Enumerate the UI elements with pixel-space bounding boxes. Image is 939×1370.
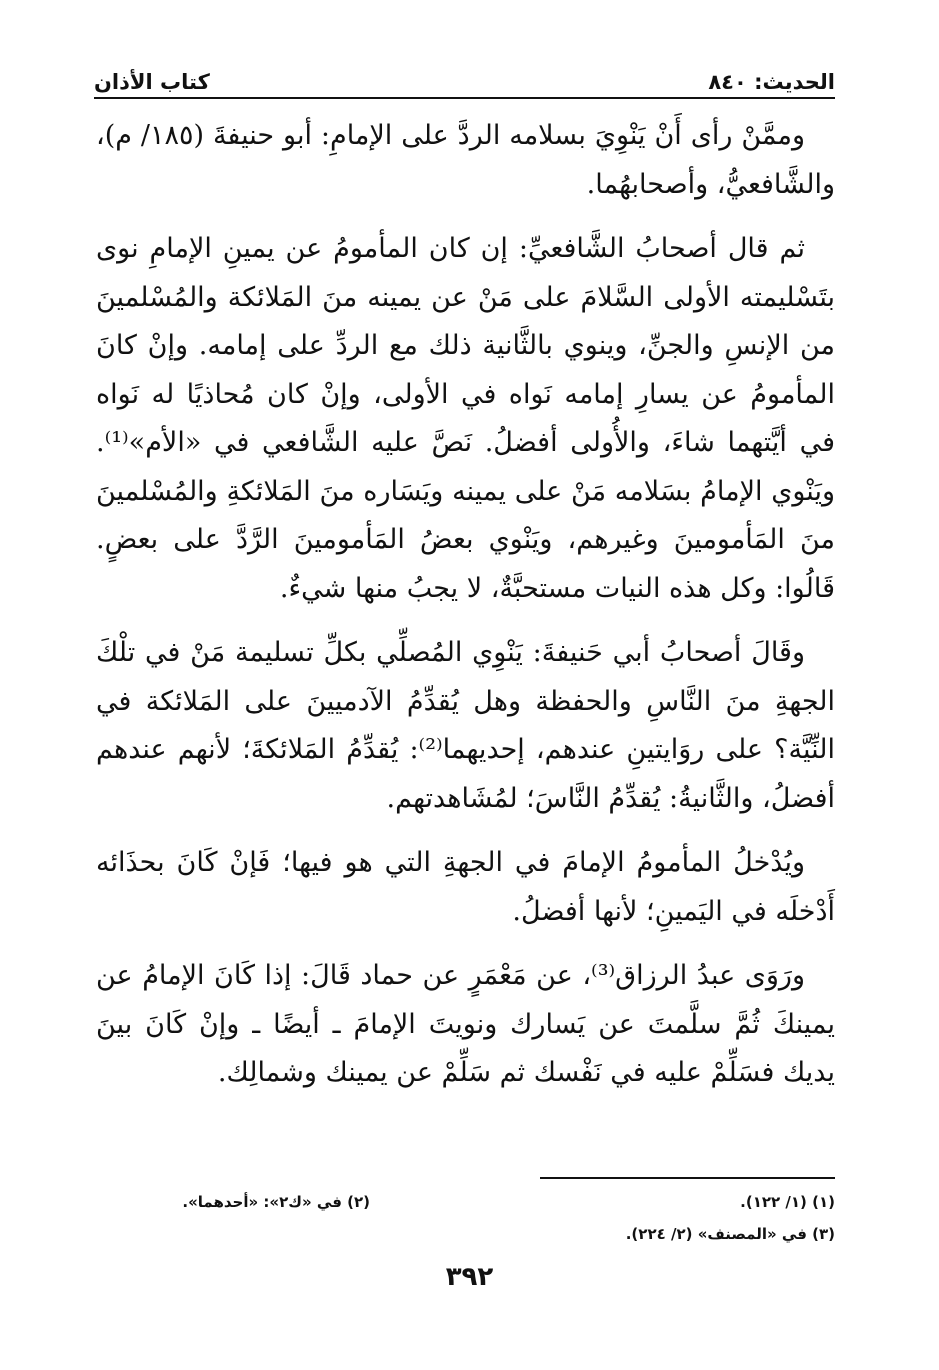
header-rule [94, 97, 835, 99]
footnotes [380, 1186, 835, 1250]
paragraph: ويُدْخلُ المأمومُ الإمامَ في الجهةِ التي هو فيها؛ فَإنْ كَانَ بحذَائه أَدْخلَه في اليَمينِ؛ لأنها أفضلُ. [96, 847, 835, 927]
paragraph: وممَّنْ رأى أَنْ يَنْوِيَ بسلامه الردَّ على الإمامِ: أبو حنيفةَ (١٨٥/ م)، والشَّافعيُّ، وأصحابهُما. [96, 120, 835, 200]
paragraph: وقَالَ أصحابُ أبي حَنيفةَ: يَنْوِي المُصلِّي بكلِّ تسليمة مَنْ في تلْكَ الجهةِ منَ النَّاسِ والحفظة وهل يُقدِّمُ الآدميينَ على المَلائكة في النِّيَّة؟ على روَايتينِ عندهم، إحديهما⁽²⁾: يُقدِّمُ المَلائكةَ؛ لأنهم عندهم أفضلُ، والثَّانيةُ: يُقدِّمُ النَّاسَ؛ لمُشَاهدتهم. [96, 637, 835, 814]
main-text [96, 112, 835, 1114]
paragraph: ثم قال أصحابُ الشَّافعيِّ: إن كان المأمومُ عن يمينِ الإمامِ نوى بتَسْليمته الأولى السَّلامَ على مَنْ عن يمينه منَ المَلائكة والمُسْلمينَ من الإنسِ والجنِّ، وينوي بالثَّانية ذلك مع الردِّ على إمامه. وإنْ كانَ المأمومُ عن يسارِ إمامه نَواه في الأولى، وإنْ كان مُحاذيًا له نَواه في أيَّتهما شاءَ، والأُولى أفضلُ. نَصَّ عليه الشَّافعي في «الأم»⁽¹⁾. ويَنْوي الإمامُ بسَلامه مَنْ على يمينه ويَسَاره منَ المَلائكةِ والمُسْلمينَ منَ المَأمومينَ وغيرهم، ويَنْوي بعضُ المَأمومينَ الرَّدَّ على بعضٍ. قَالُوا: وكل هذه النيات مستحبَّةٌ، لا يجبُ منها شيءٌ. [96, 233, 835, 604]
footnote-1: (١) (١/ ١٢٢). [740, 1193, 835, 1211]
paragraph: ورَوَى عبدُ الرزاق⁽³⁾، عن مَعْمَرٍ عن حماد قَالَ: إذا كَانَ الإمامُ عن يمينكَ ثُمَّ سلَّمتَ عن يَسارك ونويتَ الإمامَ ـ أيضًا ـ وإنْ كَانَ بينَ يديك فسَلِّمْ عليه في نَفْسك ثم سَلِّمْ عن يمينك وشمالِك. [96, 960, 835, 1088]
footnote-2: (٢) في «ك٢»: «أحدهما». [182, 1193, 370, 1211]
footnote-3: (٣) في «المصنف» (٢/ ٢٢٤). [625, 1225, 835, 1243]
footnote-rule [540, 1177, 835, 1179]
running-header [94, 58, 835, 94]
book-title: كتاب الأذان [94, 70, 210, 94]
page-number: ٣٩٢ [445, 1262, 494, 1292]
hadith-number: الحديث: ٨٤٠ [708, 70, 835, 94]
